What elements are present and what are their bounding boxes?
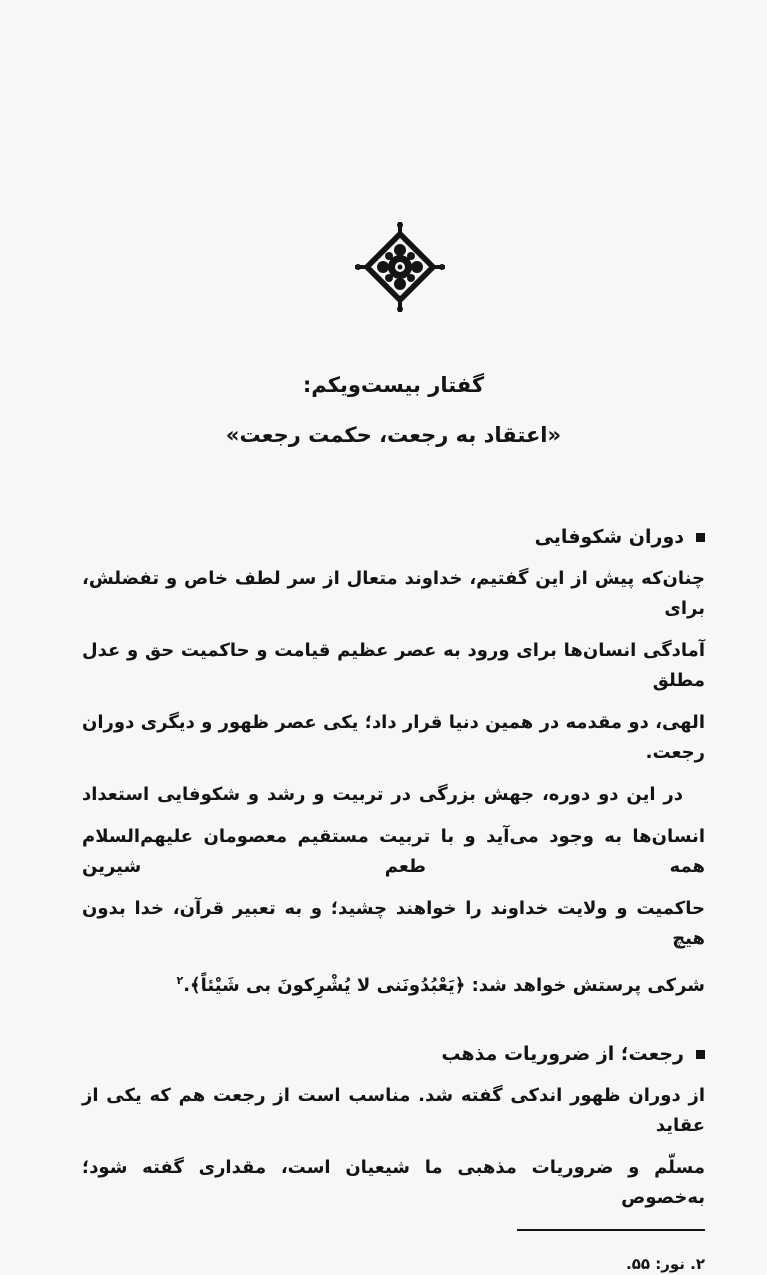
chapter-subtitle: «اعتقاد به رجعت، حکمت رجعت» [225,423,562,447]
text-line: آمادگی انسان‌ها برای ورود به عصر عظیم قیامت و حاکمیت حق و عدل مطلق [82,640,705,691]
ornament-icon [355,222,445,312]
page-body [82,370,705,1275]
section-heading-text: دوران شکوفایی [534,526,684,548]
text-line: الهی، دو مقدمه در همین دنیا قرار داد؛ یکی عصر ظهور و دیگری دوران رجعت. [82,712,705,763]
text-line: در این دو دوره، جهش بزرگی در تربیت و رشد و شکوفایی استعداد [82,784,683,805]
text-line [82,966,705,1001]
footnote-divider [517,1229,705,1231]
chapter-title: گفتار بیست‌ویکم: [302,373,485,397]
text-line: انسان‌ها به وجود می‌آید و با تربیت مستقیم معصومان علیهم‌السلام همه طعم شیرین [82,826,705,877]
text-line: از دوران ظهور اندکی گفته شد. مناسب است از رجعت هم که یکی از عقاید [82,1085,705,1136]
text-line-content: شرکی پرستش خواهد شد: ﴿یَعْبُدُونَنی لا یُشْرِکونَ بی شَیْئاً﴾. [183,975,705,996]
footnote-ref: ۲ [176,974,184,987]
text-line: چنان‌که پیش از این گفتیم، خداوند متعال از سر لطف خاص و تفضلش، برای [82,568,705,619]
section-gap [82,1013,705,1039]
section-heading [82,522,705,552]
bullet-square-icon [696,533,705,542]
section-heading [82,1039,705,1069]
footnote: ۲. نور: ۵۵. [626,1255,705,1273]
text-line: مسلّم و ضروریات مذهبی ما شیعیان است، مقداری گفته شود؛ به‌خصوص [82,1157,705,1208]
text-line: حاکمیت و ولایت خداوند را خواهند چشید؛ و به تعبیر قرآن، خدا بدون هیچ [82,898,705,949]
bullet-square-icon [696,1050,705,1059]
section-heading-text: رجعت؛ از ضروریات مذهب [441,1043,684,1065]
